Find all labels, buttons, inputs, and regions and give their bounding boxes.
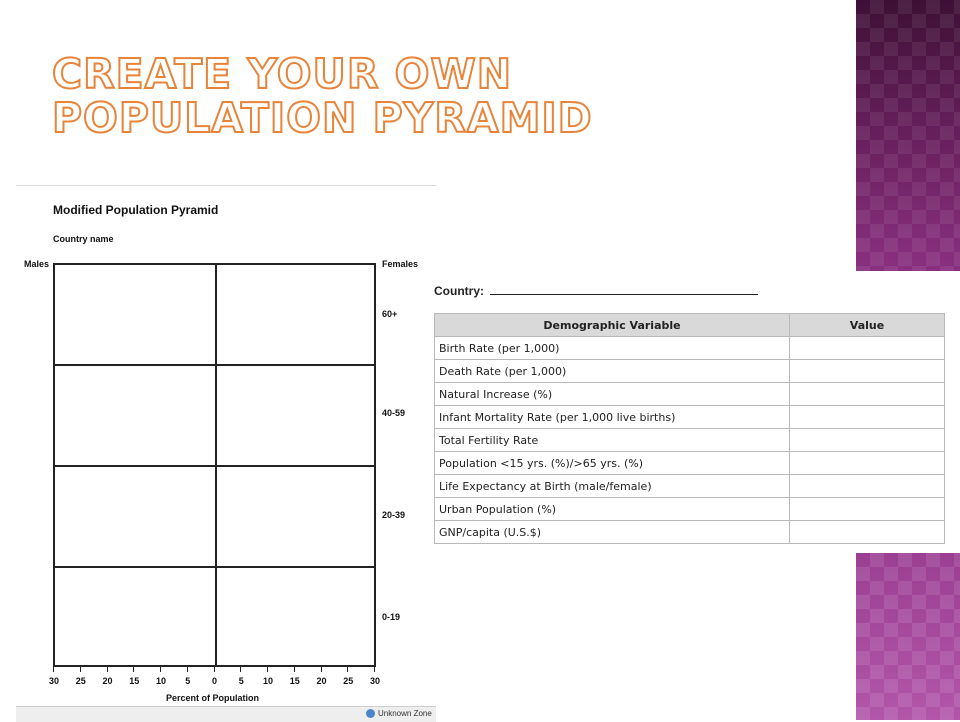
- x-tick-label: 20: [102, 676, 113, 686]
- males-label: Males: [24, 259, 50, 269]
- decorative-bar-top: [856, 0, 960, 271]
- grid-row-divider: [55, 364, 374, 366]
- slide-title-line1: CREATE YOUR OWN: [52, 50, 513, 98]
- variable-cell: Population <15 yrs. (%)/>65 yrs. (%): [435, 452, 790, 475]
- variable-cell: Total Fertility Rate: [435, 429, 790, 452]
- value-cell[interactable]: [790, 383, 945, 406]
- slide-title: [52, 52, 593, 140]
- age-group-label: 0-19: [382, 612, 401, 622]
- x-tick-label: 5: [185, 676, 191, 686]
- x-tick-mark: [294, 667, 295, 672]
- table-header-row: [435, 314, 945, 337]
- x-tick-mark: [133, 667, 134, 672]
- x-tick-mark: [80, 667, 81, 672]
- slide-title-line2: POPULATION PYRAMID: [52, 94, 593, 142]
- value-cell[interactable]: [790, 498, 945, 521]
- table-row: [435, 360, 945, 383]
- grid-row-divider: [55, 566, 374, 568]
- x-tick-label: 25: [343, 676, 354, 686]
- x-tick-label: 25: [75, 676, 86, 686]
- demographic-table: [434, 313, 945, 544]
- value-cell[interactable]: [790, 406, 945, 429]
- grid-row-divider: [55, 465, 374, 467]
- country-field: [434, 284, 758, 298]
- value-cell[interactable]: [790, 475, 945, 498]
- table-row: [435, 383, 945, 406]
- x-tick-mark: [160, 667, 161, 672]
- x-tick-label: 15: [289, 676, 300, 686]
- x-tick-label: 30: [48, 676, 59, 686]
- variable-cell: Natural Increase (%): [435, 383, 790, 406]
- females-label: Females: [382, 259, 419, 269]
- value-cell[interactable]: [790, 429, 945, 452]
- age-group-label: 40-59: [382, 408, 406, 418]
- x-tick-mark: [240, 667, 241, 672]
- pyramid-worksheet: [16, 185, 436, 721]
- value-cell[interactable]: [790, 337, 945, 360]
- globe-icon: [366, 709, 375, 718]
- table-row: [435, 337, 945, 360]
- age-group-label: 60+: [382, 309, 398, 319]
- x-axis-ticks: [53, 667, 376, 673]
- x-tick-label: 20: [316, 676, 327, 686]
- x-tick-label: 15: [129, 676, 140, 686]
- variable-cell: Infant Mortality Rate (per 1,000 live births): [435, 406, 790, 429]
- age-group-label: 20-39: [382, 510, 406, 520]
- country-name-label: Country name: [53, 234, 114, 244]
- x-tick-mark: [321, 667, 322, 672]
- x-tick-mark: [214, 667, 215, 672]
- x-tick-mark: [53, 667, 54, 672]
- x-tick-label: 0: [211, 676, 217, 686]
- decorative-bar-bottom: [856, 553, 960, 720]
- variable-cell: Urban Population (%): [435, 498, 790, 521]
- table-row: [435, 429, 945, 452]
- variable-cell: Life Expectancy at Birth (male/female): [435, 475, 790, 498]
- x-tick-label: 10: [155, 676, 166, 686]
- x-tick-label: 30: [369, 676, 380, 686]
- security-zone: [366, 709, 432, 718]
- pyramid-grid: [53, 263, 376, 667]
- x-tick-label: 5: [238, 676, 244, 686]
- variable-cell: Death Rate (per 1,000): [435, 360, 790, 383]
- x-axis-title: Percent of Population: [166, 693, 260, 703]
- x-tick-label: 10: [262, 676, 273, 686]
- value-cell[interactable]: [790, 521, 945, 544]
- country-blank-line: [490, 285, 758, 295]
- value-cell[interactable]: [790, 360, 945, 383]
- table-row: [435, 521, 945, 544]
- x-tick-mark: [347, 667, 348, 672]
- zone-label: Unknown Zone: [378, 709, 432, 718]
- value-cell[interactable]: [790, 452, 945, 475]
- table-row: [435, 498, 945, 521]
- table-row: [435, 475, 945, 498]
- column-header-variable: Demographic Variable: [435, 314, 790, 337]
- variable-cell: Birth Rate (per 1,000): [435, 337, 790, 360]
- table-row: [435, 406, 945, 429]
- country-label: Country:: [434, 284, 484, 298]
- table-row: [435, 452, 945, 475]
- column-header-value: Value: [790, 314, 945, 337]
- worksheet-title: Modified Population Pyramid: [53, 203, 219, 217]
- x-tick-mark: [267, 667, 268, 672]
- x-tick-mark: [187, 667, 188, 672]
- x-tick-mark: [107, 667, 108, 672]
- variable-cell: GNP/capita (U.S.$): [435, 521, 790, 544]
- x-tick-mark: [374, 667, 375, 672]
